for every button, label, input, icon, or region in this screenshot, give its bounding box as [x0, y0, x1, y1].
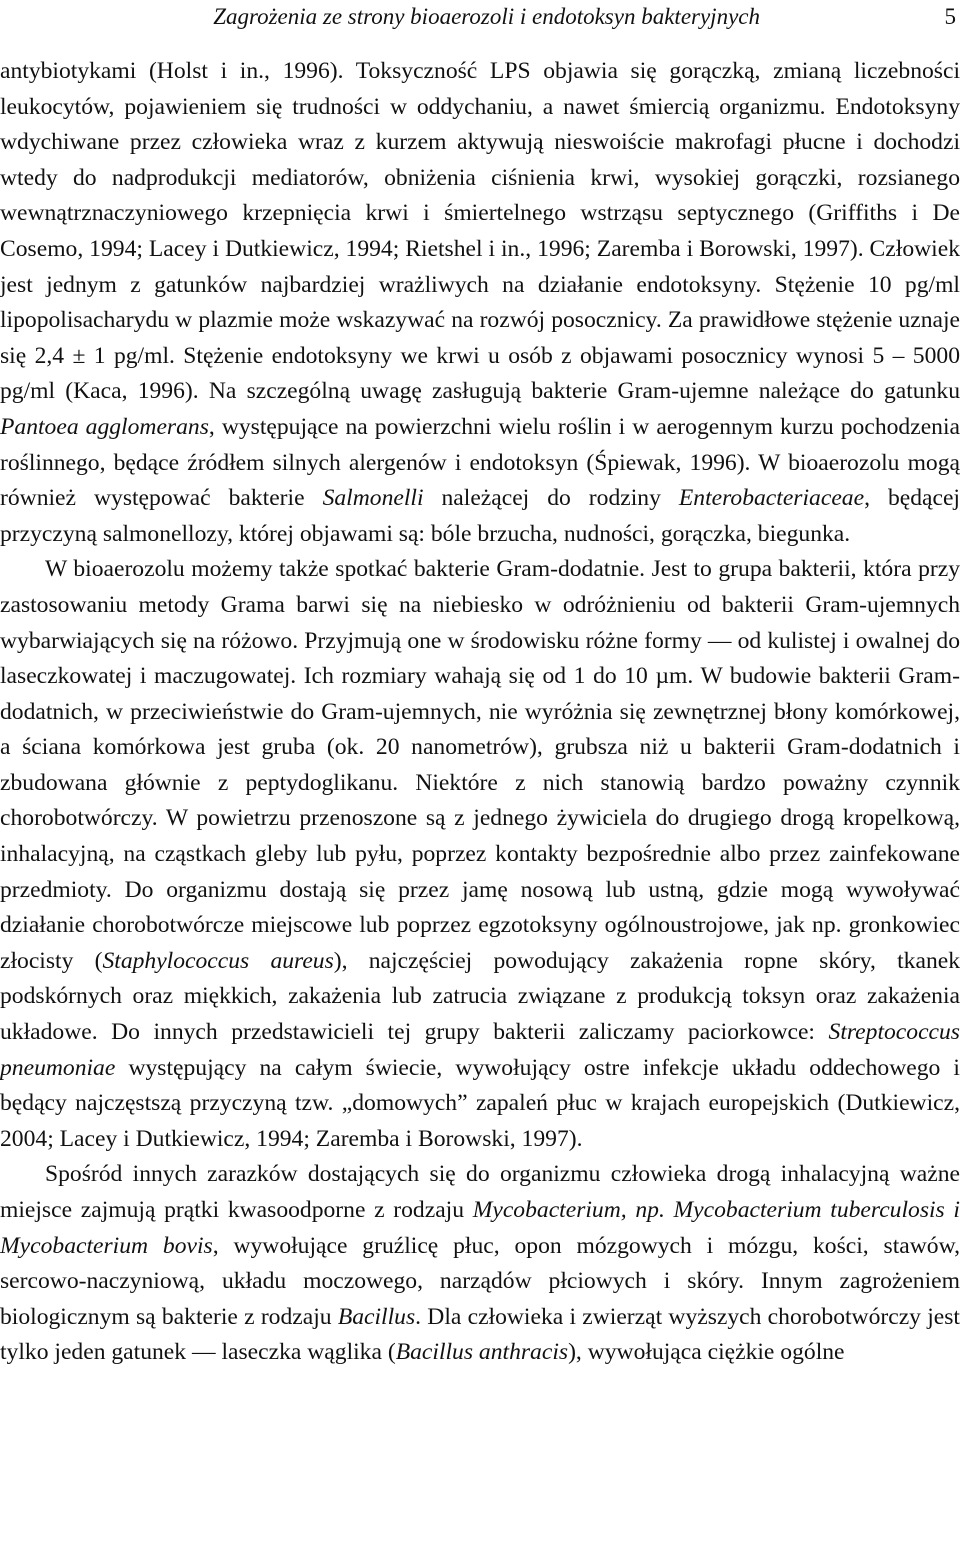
text-run: W bioaerozolu możemy także spotkać bakterie Gram-dodatnie. Jest to grupa bakterii, która przy zastosowaniu metody Grama barwi się na niebiesko w odróżnieniu od bakterii Gram-ujemnych wybarwiających się na różowo. Przyjmują one w środowisku różne formy — od kulistej i owalnej do laseczkowatej i maczugowatej. Ich rozmiary wahają się od 1 do 10 µm. W budowie bakterii Gram-dodatnich, w przeciwieństwie do Gram-ujemnych, nie wyróżnia się zewnętrznej błony komórkowej, a ściana komórkowa jest gruba (ok. 20 nanometrów), grubsza niż u bakterii Gram-dodatnich i zbudowana głównie z peptydoglikanu. Niektóre z nich stanowią bardzo poważny czynnik chorobotwórczy. W powietrzu przenoszone są z jednego żywiciela do drugiego drogą kropelkową, inhalacyjną, na cząstkach gleby lub pyłu, poprzez kontakty bezpośrednie albo przez zainfekowane przedmioty. Do organizmu dostają się przez jamę nosową lub ustną, gdzie mogą wywoływać działanie chorobotwórcze miejscowe lub poprzez egzotoksyny ogólnoustrojowe, jak np. gronkowiec złocisty (: [0, 556, 960, 974]
body-text: [0, 54, 960, 1371]
italic-term-pantoea-agglomerans: Pantoea agglomerans: [0, 413, 209, 440]
page-number: 5: [944, 4, 956, 29]
page-header: [0, 0, 960, 42]
italic-term-staphylococcus-aureus: Staphylococcus aureus: [102, 947, 334, 974]
text-run: występujący na całym świecie, wywołujący ostre infekcje układu oddechowego i będący najczęstszą przyczyną tzw. „domowych” zapaleń płuc w krajach europejskich (Dutkiewicz, 2004; Lacey i Dutkiewicz, 1994; Zaremba i Borowski, 1997).: [0, 1054, 960, 1152]
text-run: , występujące na powierzchni wielu roślin i w aerogennym kurzu pochodzenia roślinnego, będące źródłem silnych alergenów i endotoksyn (Śpiewak, 1996). W bioaerozolu mogą również występować bakterie: [0, 413, 960, 512]
italic-term-mycobacterium: Mycobacterium, np. Mycobacterium tuberculosis i Mycobacterium bovis: [0, 1197, 960, 1259]
text-run: ), najczęściej powodujący zakażenia ropne skóry, tkanek podskórnych oraz miękkich, zakażenia lub zatrucia związane z produkcją toksyn oraz zakażenia układowe. Do innych przedstawicieli tej grupy bakterii zaliczamy paciorkowce:: [0, 947, 960, 1046]
text-run: . Dla człowieka i zwierząt wyższych chorobotwórczy jest tylko jeden gatunek — laseczka wąglika (: [0, 1303, 960, 1366]
running-head: Zagrożenia ze strony bioaerozoli i endotoksyn bakteryjnych: [213, 4, 760, 29]
italic-term-bacillus-anthracis: Bacillus anthracis: [395, 1339, 569, 1366]
text-run: , wywołujące gruźlicę płuc, opon mózgowych i mózgu, kości, stawów, sercowo-naczyniową, układu moczowego, narządów płciowych i skóry. Innym zagrożeniem biologicznym są bakterie z rodzaju: [0, 1232, 960, 1330]
italic-term-bacillus: Bacillus: [337, 1303, 416, 1330]
italic-term-streptococcus-pneumoniae: Streptococcus pneumoniae: [0, 1019, 960, 1081]
italic-term-salmonelli: Salmonelli: [322, 485, 424, 512]
text-run: ), wywołująca ciężkie ogólne: [568, 1339, 845, 1366]
paragraph-2: [0, 552, 960, 1157]
text-run: , będącej przyczyną salmonellozy, której objawami są: bóle brzucha, nudności, gorączka, biegunka.: [0, 485, 960, 547]
paragraph-1: [0, 54, 960, 552]
paragraph-3: [0, 1157, 960, 1371]
text-run: antybiotykami (Holst i in., 1996). Toksyczność LPS objawia się gorączką, zmianą liczebności leukocytów, pojawieniem się trudności w oddychaniu, a nawet śmiercią organizmu. Endotoksyny wdychiwane przez człowieka wraz z kurzem aktywują nieswoiście makrofagi płucne i dochodzi wtedy do nadprodukcji mediatorów, obniżenia ciśnienia krwi, wysokiej gorączki, rozsianego wewnątrznaczyniowego krzepnięcia krwi i śmiertelnego wstrząsu septycznego (Griffiths i De Cosemo, 1994; Lacey i Dutkiewicz, 1994; Rietshel i in., 1996; Zaremba i Borowski, 1997). Człowiek jest jednym z gatunków najbardziej wrażliwych na działanie endotoksyny. Stężenie 10 pg/ml lipopolisacharydu w plazmie może wskazywać na rozwój posocznicy. Za prawidłowe stężenie uznaje się 2,4 ± 1 pg/ml. Stężenie endotoksyny we krwi u osób z objawami posocznicy wynosi 5 – 5000 pg/ml (Kaca, 1996). Na szczególną uwagę zasługują bakterie Gram-ujemne należące do gatunku: [0, 58, 960, 405]
italic-term-enterobacteriaceae: Enterobacteriaceae: [678, 485, 865, 512]
text-run: Spośród innych zarazków dostających się do organizmu człowieka drogą inhalacyjną ważne miejsce zajmują prątki kwasoodporne z rodzaju: [0, 1161, 960, 1223]
text-run: należącej do rodziny: [423, 485, 679, 512]
